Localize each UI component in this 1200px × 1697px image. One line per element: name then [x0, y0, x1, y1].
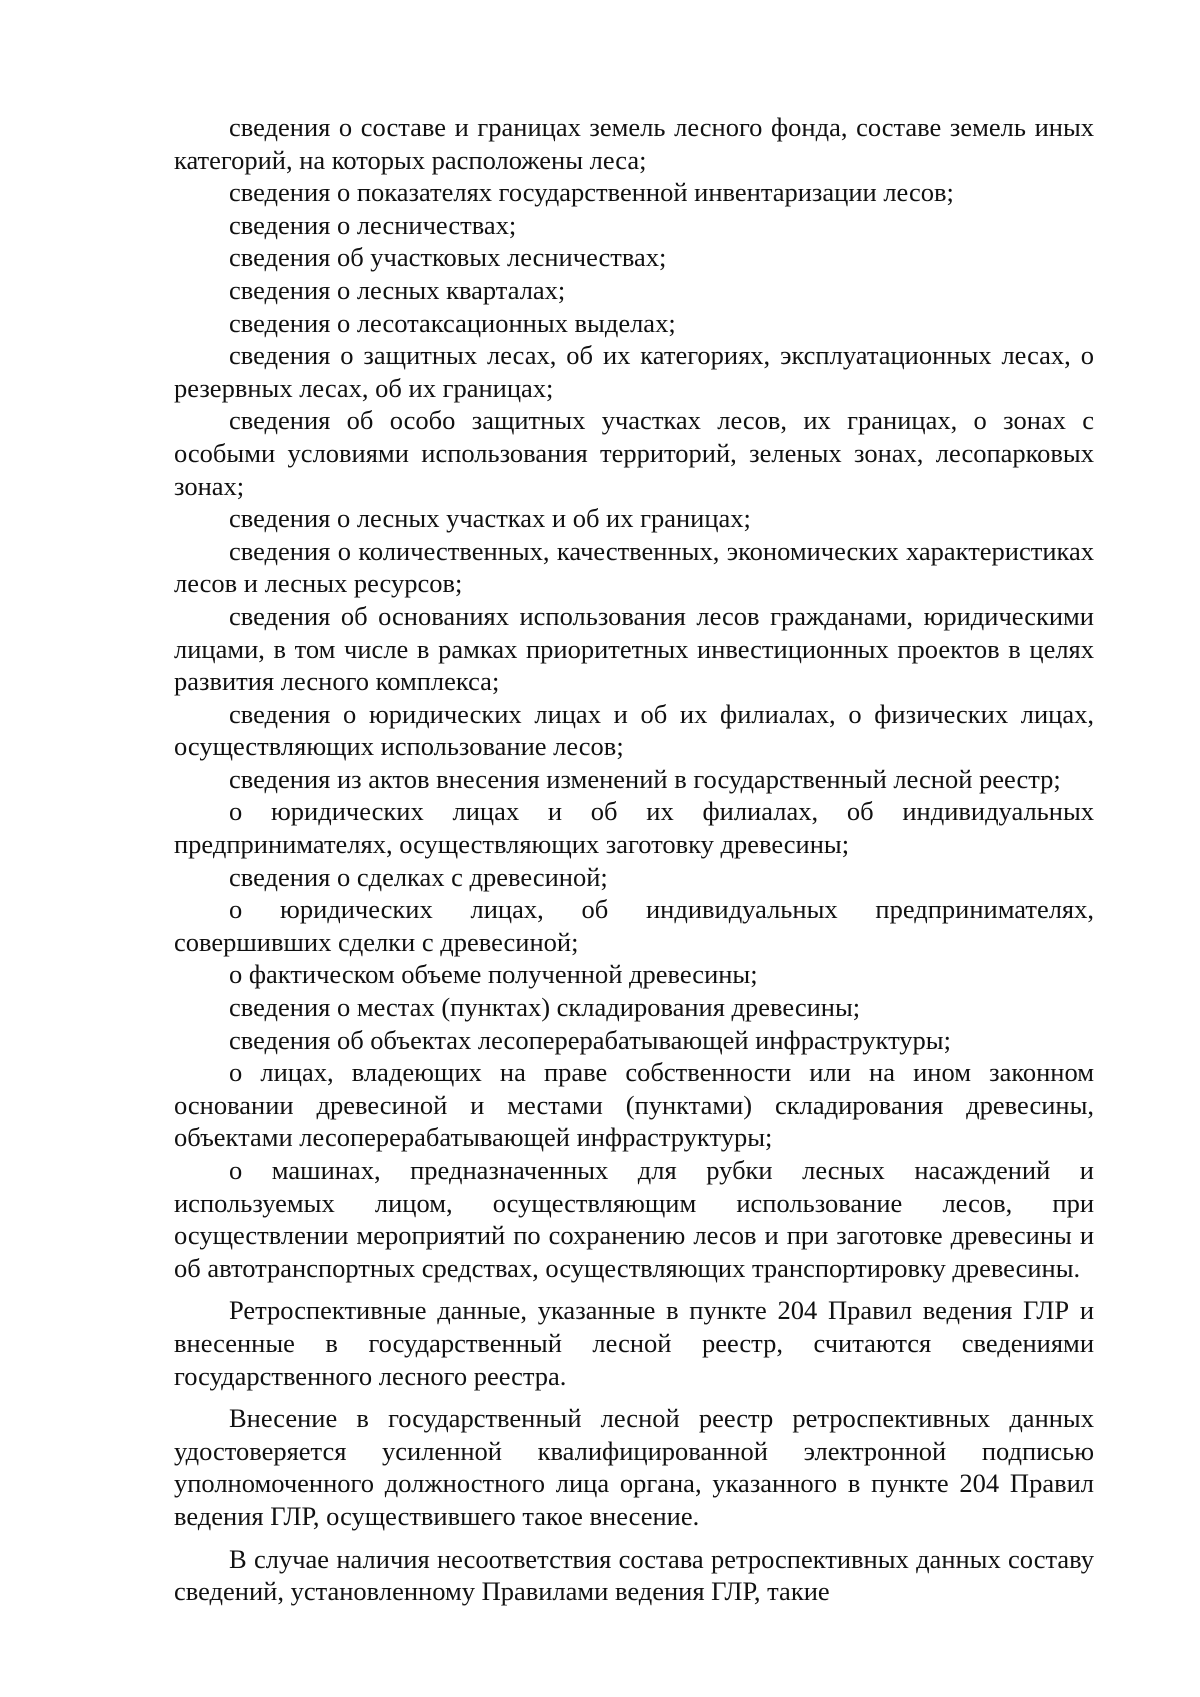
paragraph-inventory-indicators: сведения о показателях государственной инвентаризации лесов;: [229, 177, 954, 208]
paragraph-special-protective-areas: сведения об особо защитных участках лесов, их границах, о зонах с особыми условиями использования территорий, зеленых зонах, лесопарковых зонах;: [174, 405, 1094, 501]
paragraph-forest-quarters: сведения о лесных кварталах;: [229, 274, 566, 305]
paragraph-characteristics: сведения о количественных, качественных, экономических характеристиках лесов и лесных ресурсов;: [174, 535, 1094, 599]
paragraph-legal-entities-usage: сведения о юридических лицах и об их филиалах, о физических лицах, осуществляющих использование лесов;: [174, 698, 1094, 762]
paragraph-timber-harvesters: о юридических лицах и об их филиалах, об индивидуальных предпринимателях, осуществляющих заготовку древесины;: [174, 796, 1094, 860]
paragraph-district-forestries: сведения об участковых лесничествах;: [229, 242, 667, 273]
paragraph-composition-of-lands: сведения о составе и границах земель лесного фонда, составе земель иных категорий, на которых расположены леса;: [174, 112, 1094, 175]
paragraph-timber-deals: сведения о сделках с древесиной;: [229, 861, 608, 892]
paragraph-protective-forests: сведения о защитных лесах, об их категориях, эксплуатационных лесах, о резервных лесах, об их границах;: [174, 340, 1094, 403]
paragraph-processing-infrastructure: сведения об объектах лесоперерабатывающей инфраструктуры;: [229, 1024, 951, 1055]
paragraph-amendment-acts: сведения из актов внесения изменений в государственный лесной реестр;: [229, 763, 1061, 794]
paragraph-usage-grounds: сведения об основаниях использования лесов гражданами, юридическими лицами, в том числе в рамках приоритетных инвестиционных проектов в целях развития лесного комплекса;: [174, 600, 1094, 697]
paragraph-owners: о лицах, владеющих на праве собственности или на ином законном основании древесиной и местами (пунктами) складирования древесины, объектами лесоперерабатывающей инфраструктуры;: [174, 1057, 1094, 1153]
paragraph-deal-participants: о юридических лицах, об индивидуальных предпринимателях, совершивших сделки с древесиной;: [174, 894, 1094, 957]
paragraph-retrospective-data: Ретроспективные данные, указанные в пункте 204 Правил ведения ГЛР и внесенные в государственный лесной реестр, считаются сведениями государственного лесного реестра.: [174, 1295, 1094, 1391]
paragraph-actual-volume: о фактическом объеме полученной древесины;: [229, 959, 758, 990]
paragraph-forestries: сведения о лесничествах;: [229, 209, 517, 240]
paragraph-electronic-signature: Внесение в государственный лесной реестр ретроспективных данных удостоверяется усиленной квалифицированной электронной подписью уполномоченного должностного лица органа, указанного в пункте 204 Правил ведения ГЛР, осуществившего такое внесение.: [174, 1403, 1094, 1531]
document-page: [174, 111, 1094, 1608]
paragraph-mismatch-case: В случае наличия несоответствия состава ретроспективных данных составу сведений, установленному Правилами ведения ГЛР, такие: [174, 1543, 1094, 1607]
paragraph-storage-places: сведения о местах (пунктах) складирования древесины;: [229, 992, 861, 1023]
paragraph-forest-plots: сведения о лесных участках и об их границах;: [229, 503, 751, 534]
paragraph-taxation-units: сведения о лесотаксационных выделах;: [229, 307, 676, 338]
paragraph-machines-vehicles: о машинах, предназначенных для рубки лесных насаждений и используемых лицом, осуществляющим использование лесов, при осуществлении мероприятий по сохранению лесов и при заготовке древесины и об автотранспортных средствах, осуществляющих транспортировку древесины.: [174, 1155, 1094, 1283]
